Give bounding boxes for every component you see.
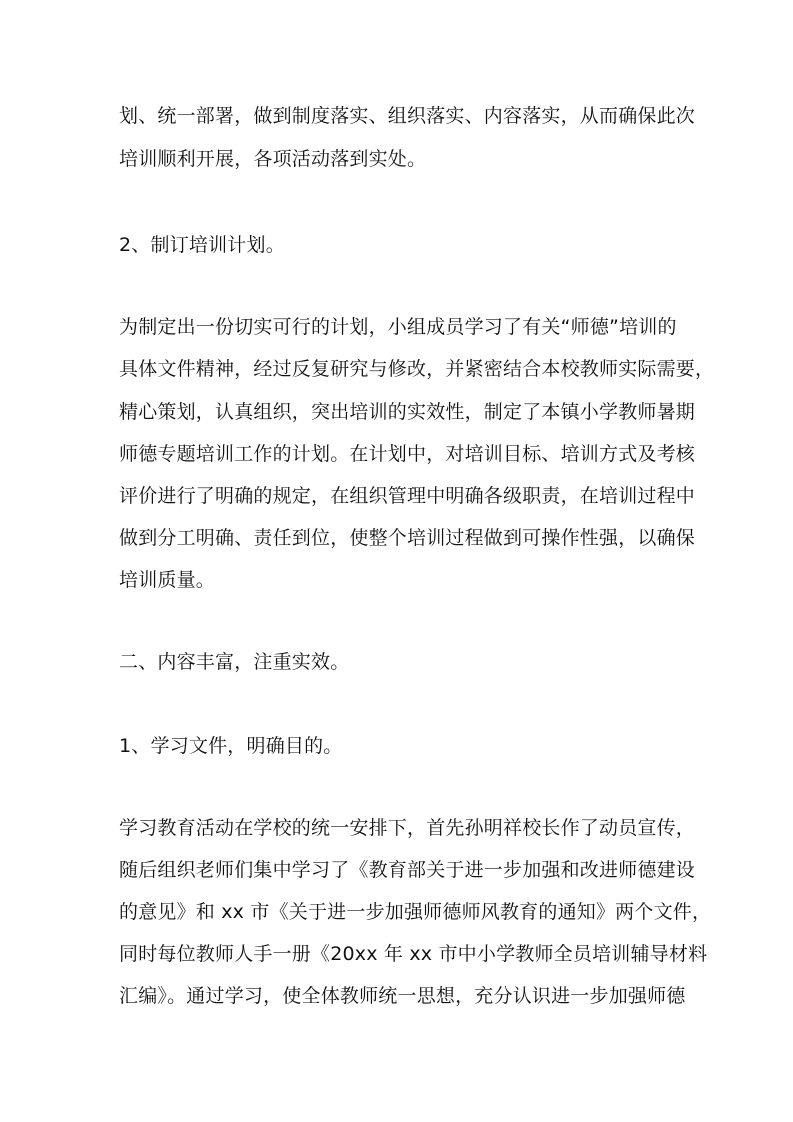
section-heading: 二、内容丰富，注重实效。 (119, 651, 350, 673)
paragraph-line: 评价进行了明确的规定，在组织管理中明确各级职责，在培训过程中 (119, 485, 696, 507)
paragraph-line: 培训质量。 (119, 569, 216, 591)
paragraph-line: 学习教育活动在学校的统一安排下，首先孙明祥校长作了动员宣传， (119, 817, 696, 839)
paragraph-line: 具体文件精神，经过反复研究与修改，并紧密结合本校教师实际需要， (119, 358, 715, 380)
paragraph-line: 汇编》。通过学习，使全体教师统一思想，充分认识进一步加强师德 (119, 985, 686, 1007)
section-heading: 2、制订培训计划。 (119, 234, 285, 256)
paragraph-line: 同时每位教师人手一册《20xx 年 xx 市中小学教师全员培训辅导材料 (119, 943, 708, 965)
paragraph-line: 随后组织老师们集中学习了《教育部关于进一步加强和改进师德建设 (119, 859, 696, 881)
paragraph-line: 师德专题培训工作的计划。在计划中，对培训目标、培训方式及考核 (119, 443, 696, 465)
paragraph-line: 为制定出一份切实可行的计划，小组成员学习了有关“师德”培训的 (119, 316, 677, 338)
paragraph-line: 划、统一部署，做到制度落实、组织落实、内容落实，从而确保此次 (119, 105, 696, 127)
paragraph-line: 做到分工明确、责任到位，使整个培训过程做到可操作性强，以确保 (119, 527, 696, 549)
paragraph-line: 精心策划，认真组织，突出培训的实效性，制定了本镇小学教师暑期 (119, 401, 696, 423)
paragraph-line: 的意见》和 xx 市《关于进一步加强师德师风教育的通知》两个文件， (119, 901, 712, 923)
paragraph-line: 培训顺利开展，各项活动落到实处。 (119, 148, 427, 170)
subsection-heading: 1、学习文件，明确目的。 (119, 735, 343, 757)
